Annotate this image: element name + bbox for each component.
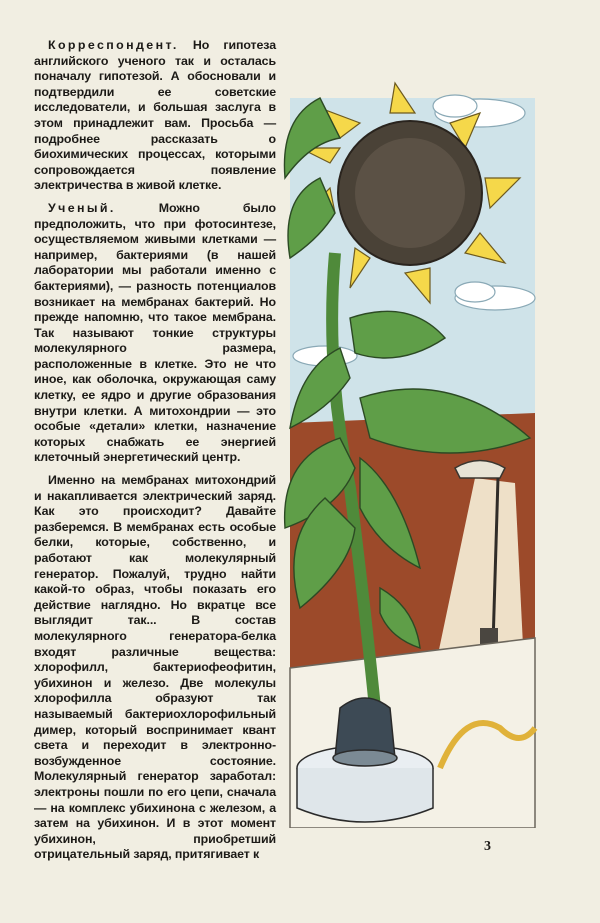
- paragraph-2: [34, 201, 276, 466]
- speaker-label: Корреспондент.: [48, 38, 179, 52]
- paragraph-3: [34, 473, 276, 863]
- sunflower-illustration: [280, 68, 540, 828]
- article-text: [34, 38, 276, 870]
- paragraph-text: Именно на мембранах митохондрий и накапливается электрический заряд. Как это происходит? Давайте разберемся. В мембранах есть особые белки, которые, собственно, и работают как молекулярный генератор. Пожалуй, трудно найти какой-то образ, чтобы показать его действие наглядно. Но вкратце все выглядит так... В состав молекулярного генератора-белка входят различные вещества: хлорофилл, бактериофеофитин, убихинон и железо. Две молекулы хлорофилла образуют так называемый бактериохлорофильный димер, который воспринимает квант света и переходит в электронно-возбужденное состояние. Молекулярный генератор заработал: электроны пошли по его цепи, сначала — на комплекс убихинона с железом, а затем на убихинон. И в этот момент убихинон, приобретший отрицательный заряд, притягивает к: [34, 473, 276, 862]
- speaker-label: Ученый.: [48, 200, 116, 215]
- paragraph-text: Можно было предположить, что при фотосинтезе, осуществляемом живыми клетками — например, бактериями (в нашей лаборатории мы работали именно с бактериями), — разность потенциалов возникает на мембранах бактерий. Но прежде напомню, что такое мембрана. Так называют тонкие структуры молекулярного размера, расположенные в клетке. Это не что иное, как оболочка, окружающая саму клетку, ее ядро и другие образования внутри клетки. А митохондрии — это особые «детали» клетки, назначение которых снабжать ее энергией клеточный энергетический центр.: [34, 200, 276, 465]
- paragraph-text: Но гипотеза английского ученого так и осталась поначалу гипотезой. А обосновали и подтвердили ее советские исследователи, и большая заслуга в этом принадлежит вам. Просьба — подробнее рассказать о биохимических процессах, которыми сопровождается появление электричества в живой клетке.: [34, 38, 276, 193]
- page-number: 3: [484, 839, 491, 854]
- paragraph-1: [34, 38, 276, 194]
